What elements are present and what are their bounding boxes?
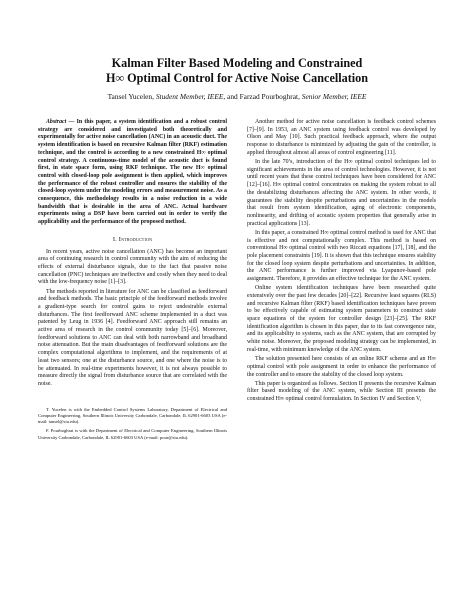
author-line bbox=[38, 92, 436, 101]
author-2: , and Farzad Pourboghrat, bbox=[223, 92, 302, 101]
paragraph: In this paper, a constrained H∞ optimal control method is used for ANC that is effective and not computationally complex. This method is based on conventional H∞ optimal control with two Riccati equations [17], [18], and the pole placement constraints [19]. It is shown that this technique ensures stability for the closed loop system despite perturbations and uncertainties. In addition, the ANC performance is further improved via Lyapunov-based pole assignment. Therefore, it provides an effective technique for the ANC system. bbox=[247, 229, 436, 283]
abstract bbox=[38, 119, 227, 227]
abstract-text: — In this paper, a system identification and a robust control strategy are considered and investigated both theoretically and experimentally for active noise cancellation (ANC) in an acoustic duct. The system identification is based on recursive Kalman filter (RKF) estimation technique, and the control is according to a new constrained H∞ optimal control strategy. A continuous-time model of the acoustic duct is found first, in state space form, using RKF technique. The new H∞ optimal control with closed-loop pole assignment is then applied, which improves the performance of the robust controller and ensures the stability of the closed-loop system under the modeling errors and measurement noise. As a consequence, this methodology results in a noise reduction in a wide bandwidth that is desirable in the area of ANC. Actual hardware experiments using a DSP have been carried out in order to verify the applicability and the performance of the proposed method. bbox=[38, 119, 227, 226]
right-column bbox=[247, 119, 436, 444]
author-1: Tansel Yucelen, bbox=[107, 92, 156, 101]
paragraph: The solution presented here consists of an online RKF scheme and an H∞ optimal control with pole assignment in order to enhance the performance of the controller and to ensure the stability of the closed loop system. bbox=[247, 356, 436, 378]
paragraph: In the late 70’s, introduction of the H∞ optimal control techniques led to significant achievements in the area of control technologies. However, it is not until recent years that these control techniques have been considered for ANC [12]–[16]. H∞ optimal control concentrates on making the system robust to all the destabilizing disturbances affecting the ANC system. In other words, it guarantees the stability despite perturbations and uncertainties in the models that result from system identification, aging of electronic components, nonlinearity, and drifting of acoustic system properties that generally arise in practical applications [13]. bbox=[247, 159, 436, 227]
paragraph: The methods reported in literature for ANC can be classified as feedforward and feedback methods. The basic principle of the feedforward methods involve a gradient-type search for control gains to reject undesirable external disturbances. The first feedforward ANC scheme implemented in a duct was patented by Leug in 1936 [4]. Feedforward ANC approach still remains an active area of research in the control community today [5]–[6]. Moreover, feedforward solutions to ANC can deal with both narrowband and broadband noise attenuation. But the main disadvantages of feedforward solutions are the complex computational algorithms to implement, and the requirements of at least two sensors; one at the disturbance source, and one where the noise is to be attenuated. In real-time experiments however, it is not always possible to measure directly the signal from disturbance source that are correlated with the noise. bbox=[38, 288, 227, 387]
abstract-lead: Abstract bbox=[46, 119, 67, 125]
section-heading bbox=[38, 236, 227, 244]
footnote: F. Pourboghrat is with the Department of Electrical and Computer Engineering, Southern Illinois University Carbondale, Carbondale, IL 62901-6603 USA (e-mail: pour@siu.edu). bbox=[38, 428, 227, 440]
paragraph: Another method for active noise cancellation is feedback control schemes [7]–[9]. In 1953, an ANC system using feedback control was developed by Olson and May [10]. Such practical feedback approach, where the output response to disturbance is minimized by adjusting the gain of the controller, is applied throughout almost all areas of control engineering [11]. bbox=[247, 119, 436, 156]
paragraph: This paper is organized as follows. Section II presents the recursive Kalman filter based modeling of the ANC system, while Section III presents the constrained H∞ optimal control formulation. In Section IV and Section V, bbox=[247, 380, 436, 403]
paper-title bbox=[38, 56, 436, 86]
footnotes bbox=[38, 407, 227, 441]
footnote: T. Yucelen is with the Embedded Control Systems Laboratory, Department of Electrical and Computer Engineering, Southern Illinois University Carbondale, Carbondale, IL 62901-6603 USA (e-mail: tansel@siu.edu). bbox=[38, 406, 227, 425]
two-column-body bbox=[38, 119, 436, 444]
paragraph: Online system identification techniques have been researched quite extensively over the past few decades [20]–[22]. Recursive least squares (RLS) and recursive Kalman filter (RKF) based identification techniques have proven to be effectively capable of estimating system parameters to construct state space equations of the system for controller design [23]–[25]. The RKF identification algorithm is chosen in this paper, due to its fast convergence rate, and its applicability to systems, such as the ANC system, that are corrupted by white noise. Moreover, the proposed modeling strategy can be implemented, in real-time, with minimum knowledge of the ANC system. bbox=[247, 285, 436, 353]
author-2-role: Senior Member, IEEE bbox=[301, 92, 367, 101]
left-column bbox=[38, 119, 227, 444]
paragraph: In recent years, active noise cancellation (ANC) has become an important area of continuing research in control community with the aim of reducing the effects of external disturbance signals, due to the fact that passive noise cancellation (PNC) techniques are ineffective and costly when they need to deal with the low-frequency noise [1]–[3]. bbox=[38, 248, 227, 286]
section-numeral: I. bbox=[112, 235, 119, 243]
title-line-1: Kalman Filter Based Modeling and Constrained bbox=[111, 56, 363, 70]
section-title: Introduction bbox=[118, 235, 153, 243]
title-line-2: H∞ Optimal Control for Active Noise Cancellation bbox=[105, 71, 369, 85]
author-1-role: Student Member, IEEE bbox=[155, 92, 224, 101]
